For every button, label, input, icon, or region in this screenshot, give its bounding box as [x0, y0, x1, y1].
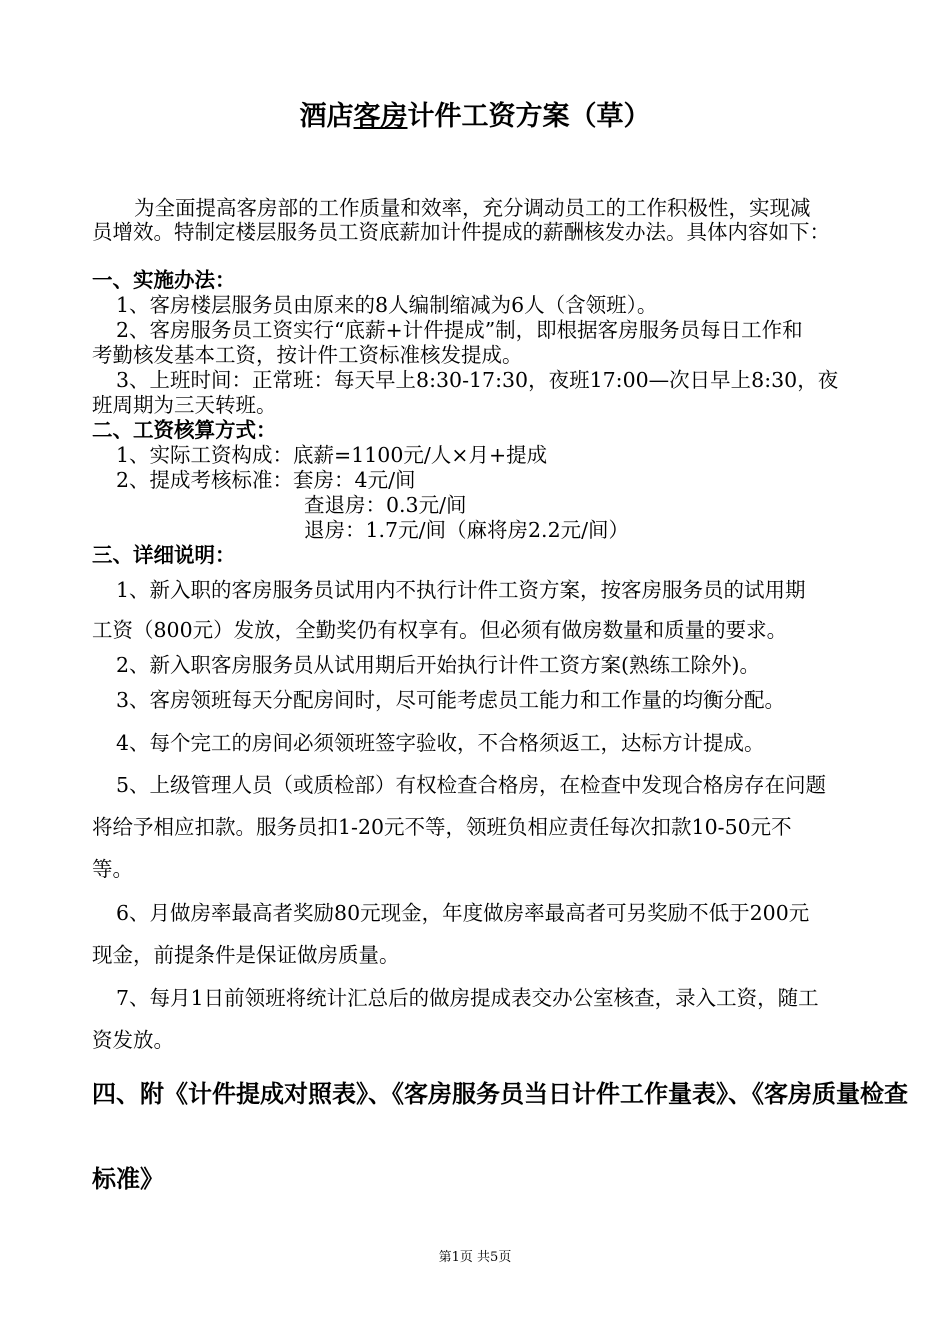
- section2-line: 1、实际工资构成：底薪=1100元/人×月+提成: [116, 443, 548, 467]
- title-underlined: 客房: [353, 101, 408, 132]
- section2-heading: 二、工资核算方式：: [92, 418, 277, 442]
- section1-line: 3、上班时间：正常班：每天早上8:30-17:30，夜班17:00—次日早上8:30，夜: [116, 368, 839, 392]
- section3-line: 5、上级管理人员（或质检部）有权检查合格房，在检查中发现合格房存在问题: [116, 773, 827, 797]
- section1-line: 考勤核发基本工资，按计件工资标准核发提成。: [92, 343, 523, 367]
- section1-line: 班周期为三天转班。: [92, 393, 277, 417]
- intro-line-1: 为全面提高客房部的工作质量和效率，充分调动员工的工作积极性，实现减: [134, 196, 811, 220]
- section3-line: 3、客房领班每天分配房间时，尽可能考虑员工能力和工作量的均衡分配。: [116, 688, 786, 712]
- section1-line: 1、客房楼层服务员由原来的8人编制缩减为6人（含领班）。: [116, 293, 658, 317]
- title-prefix: 酒店: [299, 101, 354, 132]
- title-suffix: 计件工资方案（草）: [407, 101, 651, 132]
- section3-line: 6、月做房率最高者奖励80元现金，年度做房率最高者可另奖励不低于200元: [116, 901, 810, 925]
- section4-line: 标准》: [92, 1164, 164, 1193]
- section3-line: 7、每月1日前领班将统计汇总后的做房提成表交办公室核查，录入工资，随工: [116, 986, 819, 1010]
- section4-line: 四、附《计件提成对照表》、《客房服务员当日计件工作量表》、《客房质量检查: [92, 1079, 908, 1108]
- section3-line: 现金，前提条件是保证做房质量。: [92, 943, 400, 967]
- section3-line: 1、新入职的客房服务员试用内不执行计件工资方案，按客房服务员的试用期: [116, 578, 806, 602]
- section3-heading: 三、详细说明：: [92, 543, 236, 567]
- intro-line-2: 员增效。特制定楼层服务员工资底薪加计件提成的薪酬核发办法。具体内容如下：: [92, 220, 830, 244]
- section1-heading: 一、实施办法：: [92, 268, 236, 292]
- section2-line: 2、提成考核标准：套房：4元/间: [116, 468, 416, 492]
- section2-line: 查退房：0.3元/间: [304, 493, 467, 517]
- page-number-footer: 第1页 共5页: [438, 1250, 512, 1265]
- document-title: [0, 100, 950, 134]
- section3-line: 4、每个完工的房间必须领班签字验收，不合格须返工，达标方计提成。: [116, 731, 765, 755]
- section3-line: 工资（800元）发放，全勤奖仍有权享有。但必须有做房数量和质量的要求。: [92, 618, 788, 642]
- section3-line: 等。: [92, 857, 133, 881]
- section3-line: 将给予相应扣款。服务员扣1-20元不等，领班负相应责任每次扣款10-50元不: [92, 815, 792, 839]
- section3-line: 2、新入职客房服务员从试用期后开始执行计件工资方案(熟练工除外)。: [116, 653, 761, 677]
- section2-line: 退房：1.7元/间（麻将房2.2元/间）: [304, 518, 630, 542]
- section1-line: 2、客房服务员工资实行“底薪+计件提成”制，即根据客房服务员每日工作和: [116, 318, 803, 342]
- section3-line: 资发放。: [92, 1028, 174, 1052]
